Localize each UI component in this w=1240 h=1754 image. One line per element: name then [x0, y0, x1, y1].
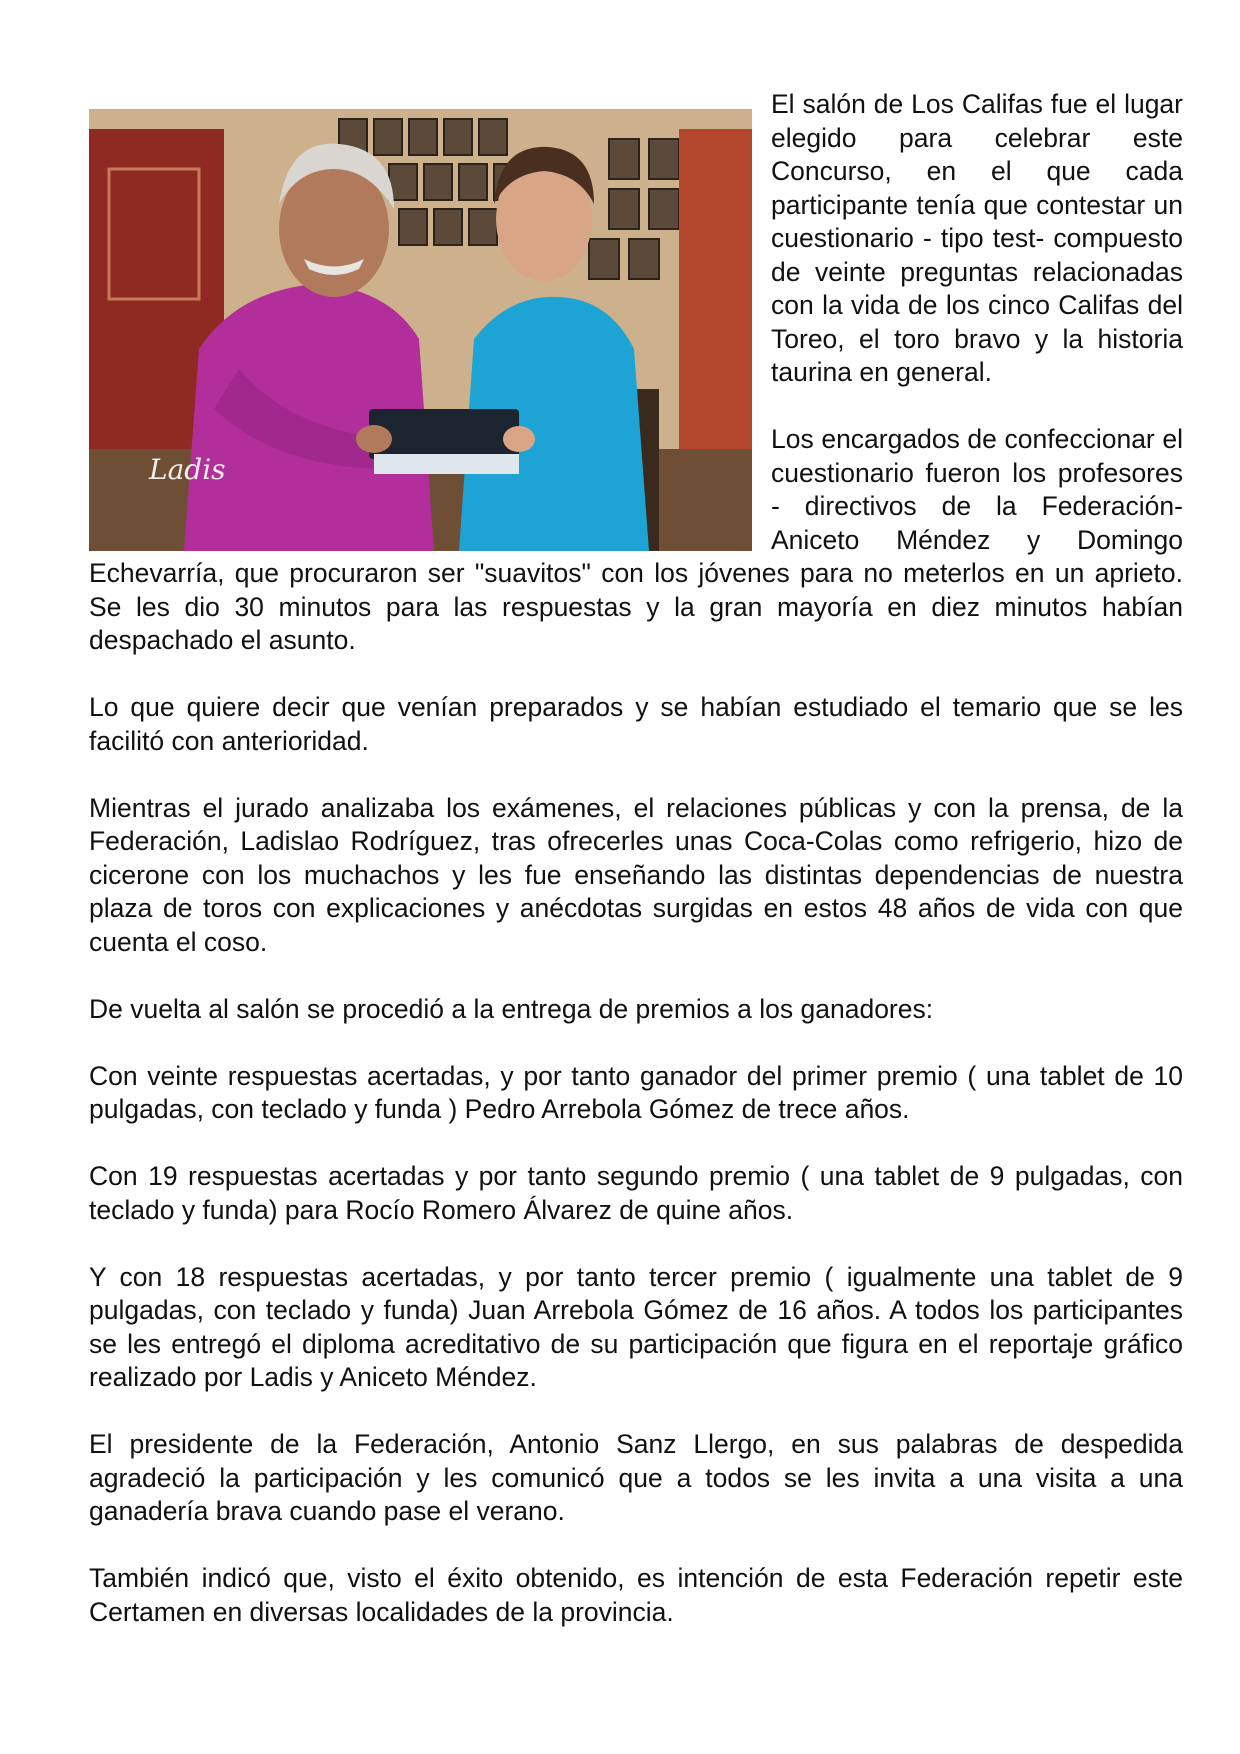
photo-watermark: Ladis	[149, 453, 226, 486]
paragraph-10: También indicó que, visto el éxito obtenido, es intención de esta Federación repetir este Certamen en diversas localidades de la provincia.	[89, 1563, 1183, 1627]
paragraph-3: Lo que quiere decir que venían preparados y se habían estudiado el temario que se les facilitó con anterioridad.	[89, 692, 1183, 756]
paragraph-5: De vuelta al salón se procedió a la entrega de premios a los ganadores:	[89, 993, 934, 1024]
paragraph-4: Mientras el jurado analizaba los exámenes, el relaciones públicas y con la prensa, de la Federación, Ladislao Rodríguez, tras ofrecerles unas Coca-Colas como refrigerio, hizo de cicerone con los muchachos y les fue enseñando las distintas dependencias de nuestra plaza de toros con explicaciones y anécdotas surgidas en estos 48 años de vida con que cuenta el coso.	[89, 792, 1183, 957]
paragraph-2: Los encargados de confeccionar el cuestionario fueron los profesores - directivos de la Federación- Aniceto Méndez y Domingo Echevarría, que procuraron ser "suavitos" con los jóvenes para no meterlos en un aprieto. Se les dio 30 minutos para las respuestas y la gran mayoría en diez minutos habían despachado el asunto.	[89, 424, 1183, 655]
photo-two-people-exchanging-box-icon	[89, 109, 752, 551]
article-photo	[89, 109, 752, 551]
paragraph-9: El presidente de la Federación, Antonio Sanz Llergo, en sus palabras de despedida agradeció la participación y les comunicó que a todos se les invita a una visita a una ganadería brava cuando pase el verano.	[89, 1429, 1183, 1526]
document-page	[89, 88, 1183, 1663]
paragraph-1: El salón de Los Califas fue el lugar elegido para celebrar este Concurso, en el que cada participante tenía que contestar un cuestionario - tipo test- compuesto de veinte preguntas relacionadas con la vida de los cinco Califas del Toreo, el toro bravo y la historia taurina en general.	[771, 89, 1183, 387]
paragraph-8: Y con 18 respuestas acertadas, y por tanto tercer premio ( igualmente una tablet de 9 pulgadas, con teclado y funda) Juan Arrebola Gómez de 16 años. A todos los participantes se les entregó el diploma acreditativo de su participación que figura en el reportaje gráfico realizado por Ladis y Aniceto Méndez.	[89, 1261, 1183, 1392]
paragraph-6: Con veinte respuestas acertadas, y por tanto ganador del primer premio ( una tablet de 10 pulgadas, con teclado y funda ) Pedro Arrebola Gómez de trece años.	[89, 1060, 1183, 1124]
paragraph-7: Con 19 respuestas acertadas y por tanto segundo premio ( una tablet de 9 pulgadas, con teclado y funda) para Rocío Romero Álvarez de quine años.	[89, 1161, 1183, 1225]
